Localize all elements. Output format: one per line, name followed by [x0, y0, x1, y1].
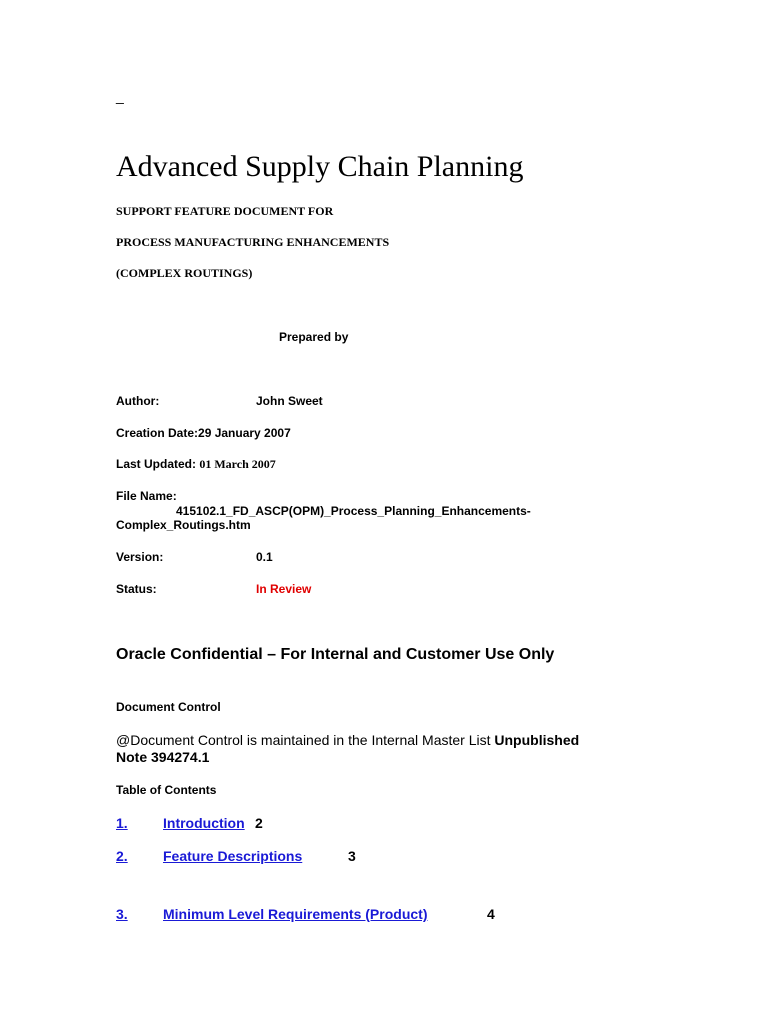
toc-link-introduction[interactable]: Introduction — [163, 815, 245, 831]
file-name-label: File Name: — [116, 489, 177, 503]
subtitle-line-2: PROCESS MANUFACTURING ENHANCEMENTS — [116, 235, 390, 249]
subtitle-line-1: SUPPORT FEATURE DOCUMENT FOR — [116, 204, 334, 218]
file-name-value-line-1: 415102.1_FD_ASCP(OPM)_Process_Planning_Enhancements- — [176, 504, 531, 518]
document-control-note: Note 394274.1 — [116, 749, 210, 765]
last-updated-value: 01 March 2007 — [199, 457, 276, 471]
toc-number-3[interactable]: 3. — [116, 906, 128, 922]
toc-number-2[interactable]: 2. — [116, 848, 128, 864]
status-label: Status: — [116, 582, 157, 596]
toc-number-1[interactable]: 1. — [116, 815, 128, 831]
confidential-notice: Oracle Confidential – For Internal and Customer Use Only — [116, 646, 555, 663]
creation-date-label: Creation Date: — [116, 426, 199, 440]
author-label: Author: — [116, 394, 160, 408]
version-label: Version: — [116, 550, 164, 564]
document-control-text — [116, 732, 579, 748]
status-value: In Review — [256, 582, 312, 596]
toc-link-minimum-level-requirements[interactable]: Minimum Level Requirements (Product) — [163, 906, 428, 922]
header-dash: _ — [116, 88, 124, 104]
document-control-bold-1: Unpublished — [494, 732, 580, 748]
toc-page-3: 4 — [487, 906, 495, 922]
toc-heading: Table of Contents — [116, 783, 217, 797]
toc-link-feature-descriptions[interactable]: Feature Descriptions — [163, 848, 303, 864]
version-value: 0.1 — [256, 550, 273, 564]
file-name-value-line-2: Complex_Routings.htm — [116, 518, 251, 532]
document-title: Advanced Supply Chain Planning — [116, 150, 524, 183]
last-updated — [116, 457, 276, 472]
toc-page-2: 3 — [348, 848, 356, 864]
toc-page-1: 2 — [255, 815, 263, 831]
author-value: John Sweet — [256, 394, 323, 408]
prepared-by: Prepared by — [279, 330, 349, 344]
subtitle-line-3: (COMPLEX ROUTINGS) — [116, 266, 253, 280]
creation-date — [116, 426, 291, 440]
document-control-body: @Document Control is maintained in the Internal Master List — [116, 732, 495, 748]
creation-date-value: 29 January 2007 — [198, 426, 291, 440]
last-updated-label: Last Updated: — [116, 457, 197, 471]
document-control-heading: Document Control — [116, 700, 221, 714]
